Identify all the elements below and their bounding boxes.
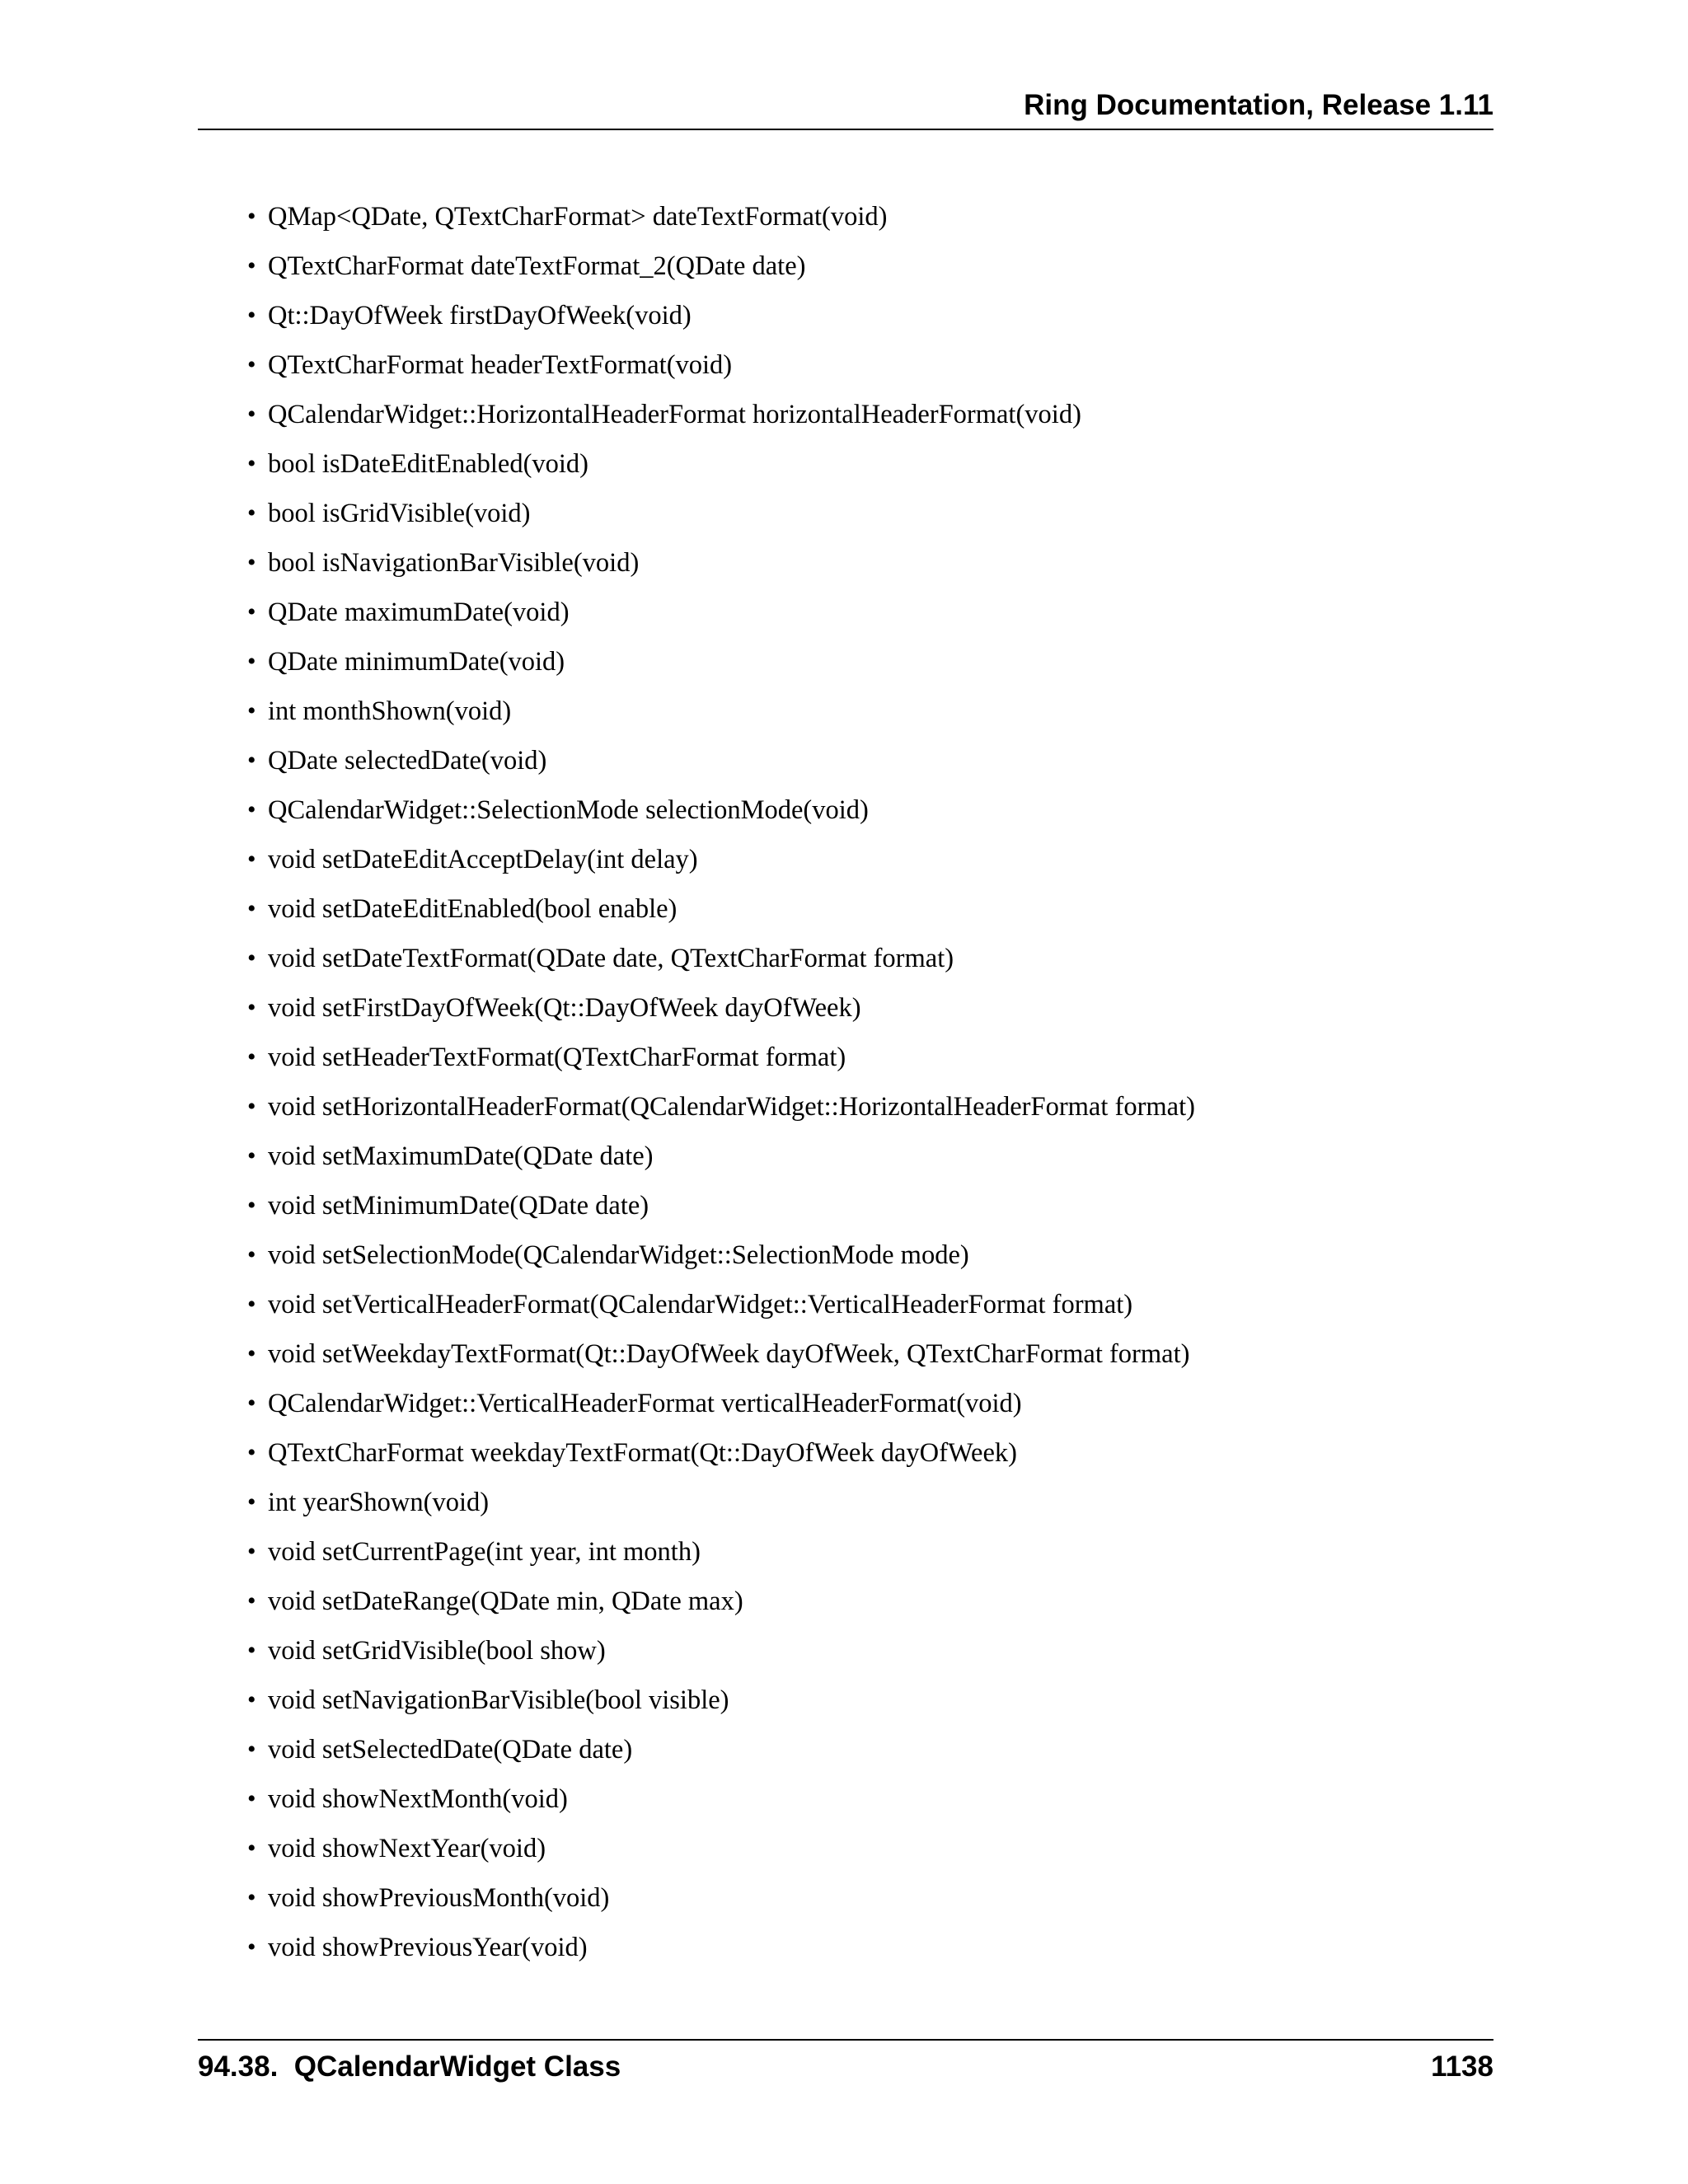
bullet-icon: • [247, 1686, 256, 1713]
method-signature: QMap<QDate, QTextCharFormat> dateTextFormat(void) [268, 202, 888, 232]
method-signature: QCalendarWidget::VerticalHeaderFormat verticalHeaderFormat(void) [268, 1389, 1022, 1418]
bullet-icon: • [247, 994, 256, 1021]
bullet-icon: • [247, 1291, 256, 1318]
list-item [247, 1335, 1195, 1385]
method-signature: void showPreviousYear(void) [268, 1933, 588, 1962]
bullet-icon: • [247, 1142, 256, 1169]
list-item [247, 494, 1195, 544]
method-signature: void setMinimumDate(QDate date) [268, 1191, 649, 1221]
method-signature: void setMaximumDate(QDate date) [268, 1141, 654, 1171]
method-signature: void setDateRange(QDate min, QDate max) [268, 1586, 743, 1616]
method-signature: QDate selectedDate(void) [268, 746, 547, 776]
method-signature: void setVerticalHeaderFormat(QCalendarWidget::VerticalHeaderFormat format) [268, 1290, 1133, 1319]
method-signature: void showPreviousMonth(void) [268, 1883, 610, 1913]
bullet-icon: • [247, 1736, 256, 1763]
bullet-icon: • [247, 1192, 256, 1219]
method-signature: void showNextYear(void) [268, 1834, 546, 1863]
method-signature: QTextCharFormat dateTextFormat_2(QDate date) [268, 251, 806, 281]
method-signature: void setSelectionMode(QCalendarWidget::SelectionMode mode) [268, 1240, 969, 1270]
list-item [247, 1632, 1195, 1681]
list-item [247, 989, 1195, 1038]
bullet-icon: • [247, 1835, 256, 1862]
list-item [247, 1088, 1195, 1137]
method-signature: bool isDateEditEnabled(void) [268, 449, 589, 479]
bullet-icon: • [247, 648, 256, 675]
bullet-icon: • [247, 450, 256, 477]
method-signature: bool isGridVisible(void) [268, 499, 531, 528]
list-item [247, 890, 1195, 940]
list-item [247, 1929, 1195, 1978]
page-header [198, 89, 1493, 130]
method-list [247, 198, 1195, 1978]
bullet-icon: • [247, 499, 256, 527]
method-signature: void setCurrentPage(int year, int month) [268, 1537, 701, 1567]
method-signature: QTextCharFormat headerTextFormat(void) [268, 350, 733, 380]
page-number: 1138 [1431, 2050, 1493, 2083]
method-signature: Qt::DayOfWeek firstDayOfWeek(void) [268, 301, 692, 330]
bullet-icon: • [247, 351, 256, 378]
method-signature: void setHeaderTextFormat(QTextCharFormat format) [268, 1043, 846, 1072]
bullet-icon: • [247, 1538, 256, 1565]
list-item [247, 1137, 1195, 1187]
bullet-icon: • [247, 203, 256, 230]
bullet-icon: • [247, 1785, 256, 1812]
method-signature: void setDateEditEnabled(bool enable) [268, 894, 678, 924]
bullet-icon: • [247, 252, 256, 279]
method-signature: void setWeekdayTextFormat(Qt::DayOfWeek dayOfWeek, QTextCharFormat format) [268, 1339, 1190, 1369]
method-signature: QDate maximumDate(void) [268, 598, 570, 627]
bullet-icon: • [247, 1637, 256, 1664]
list-item [247, 346, 1195, 396]
list-item [247, 1038, 1195, 1088]
method-signature: void setDateTextFormat(QDate date, QTextCharFormat format) [268, 944, 954, 973]
method-signature: int yearShown(void) [268, 1488, 490, 1517]
bullet-icon: • [247, 1488, 256, 1516]
method-signature: bool isNavigationBarVisible(void) [268, 548, 640, 578]
bullet-icon: • [247, 598, 256, 626]
bullet-icon: • [247, 1340, 256, 1367]
list-item [247, 1780, 1195, 1830]
bullet-icon: • [247, 1587, 256, 1615]
bullet-icon: • [247, 796, 256, 823]
bullet-icon: • [247, 549, 256, 576]
method-signature: QDate minimumDate(void) [268, 647, 565, 677]
list-item [247, 198, 1195, 247]
list-item [247, 791, 1195, 841]
bullet-icon: • [247, 944, 256, 972]
list-item [247, 544, 1195, 593]
bullet-icon: • [247, 302, 256, 329]
list-item [247, 841, 1195, 890]
list-item [247, 1483, 1195, 1533]
bullet-icon: • [247, 1390, 256, 1417]
bullet-icon: • [247, 1439, 256, 1466]
page-footer [198, 2039, 1493, 2088]
bullet-icon: • [247, 1043, 256, 1071]
method-signature: QTextCharFormat weekdayTextFormat(Qt::DayOfWeek dayOfWeek) [268, 1438, 1017, 1468]
list-item [247, 1582, 1195, 1632]
list-item [247, 1879, 1195, 1929]
list-item [247, 396, 1195, 445]
list-item [247, 593, 1195, 643]
list-item [247, 1731, 1195, 1780]
bullet-icon: • [247, 1093, 256, 1120]
method-signature: void setDateEditAcceptDelay(int delay) [268, 845, 698, 874]
method-signature: void setGridVisible(bool show) [268, 1636, 606, 1666]
list-item [247, 1286, 1195, 1335]
method-signature: int monthShown(void) [268, 696, 512, 726]
method-signature: void setNavigationBarVisible(bool visible) [268, 1685, 729, 1715]
method-signature: QCalendarWidget::HorizontalHeaderFormat horizontalHeaderFormat(void) [268, 400, 1081, 429]
bullet-icon: • [247, 697, 256, 724]
method-signature: void setHorizontalHeaderFormat(QCalendarWidget::HorizontalHeaderFormat format) [268, 1092, 1195, 1122]
bullet-icon: • [247, 401, 256, 428]
method-signature: void showNextMonth(void) [268, 1784, 568, 1814]
section-title: 94.38. QCalendarWidget Class [198, 2050, 621, 2083]
bullet-icon: • [247, 1933, 256, 1961]
list-item [247, 1533, 1195, 1582]
bullet-icon: • [247, 1241, 256, 1268]
list-item [247, 643, 1195, 692]
document-title: Ring Documentation, Release 1.11 [1024, 89, 1493, 121]
list-item [247, 692, 1195, 742]
list-item [247, 940, 1195, 989]
list-item [247, 1434, 1195, 1483]
list-item [247, 445, 1195, 494]
bullet-icon: • [247, 895, 256, 922]
list-item [247, 297, 1195, 346]
list-item [247, 1385, 1195, 1434]
bullet-icon: • [247, 1884, 256, 1911]
list-item [247, 1830, 1195, 1879]
list-item [247, 1236, 1195, 1286]
method-signature: void setSelectedDate(QDate date) [268, 1735, 633, 1765]
method-signature: QCalendarWidget::SelectionMode selectionMode(void) [268, 795, 869, 825]
bullet-icon: • [247, 747, 256, 774]
list-item [247, 247, 1195, 297]
list-item [247, 742, 1195, 791]
bullet-icon: • [247, 846, 256, 873]
list-item [247, 1187, 1195, 1236]
list-item [247, 1681, 1195, 1731]
method-signature: void setFirstDayOfWeek(Qt::DayOfWeek dayOfWeek) [268, 993, 861, 1023]
